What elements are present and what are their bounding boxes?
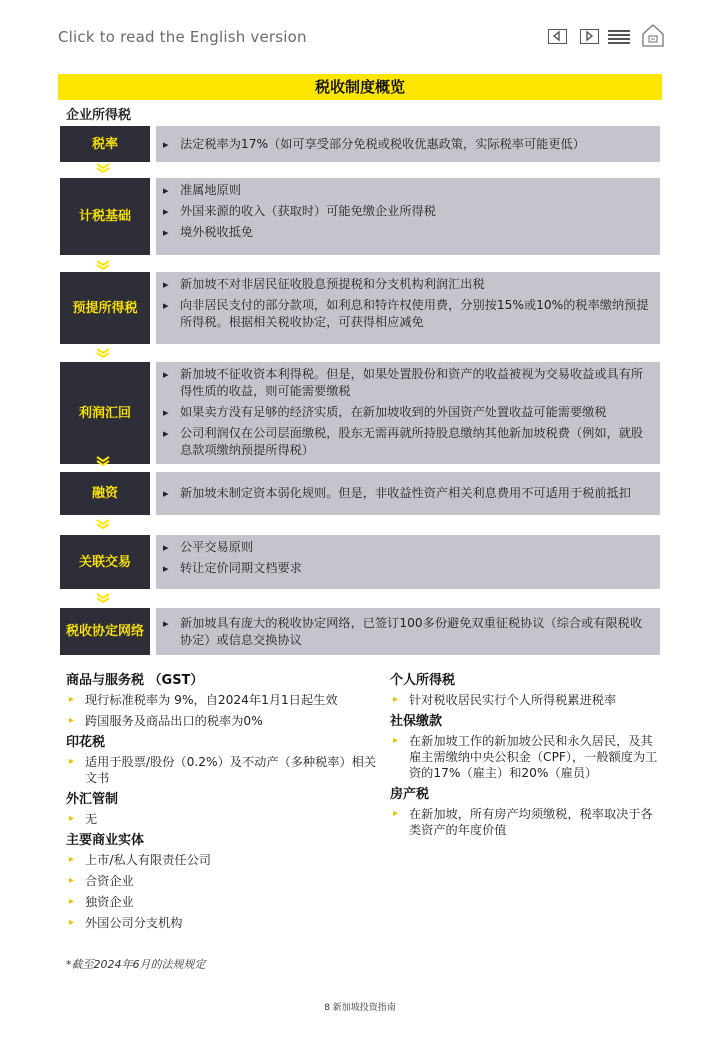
section-heading-social-security: 社保缴款	[390, 714, 443, 729]
tax-row-financing	[60, 472, 660, 515]
list-item: ▸ 向非居民支付的部分款项，如利息和特许权使用费，分别按15%或10%的税率缴纳预提所得税。根据相关税收协定，可获得相应减免	[162, 297, 650, 331]
menu-icon[interactable]	[608, 30, 630, 44]
list-item: ▸ 如果卖方没有足够的经济实质，在新加坡收到的外国资产处置收益可能需要缴税	[162, 404, 650, 421]
tax-row-rate	[60, 126, 660, 162]
list-item: ▸ 外国公司分支机构	[66, 915, 376, 931]
list-item: ▸ 现行标准税率为 9%，自2024年1月1日起生效	[66, 692, 376, 708]
right-column	[390, 672, 658, 843]
list-item: ▸ 上市/私人有限责任公司	[66, 852, 376, 868]
page-title: 税收制度概览	[58, 74, 662, 100]
list-item: ▸ 境外税收抵免	[162, 224, 650, 241]
row-label: 预提所得税	[60, 272, 150, 344]
list-item: ▸ 在新加坡，所有房产均须缴税，税率取决于各类资产的年度价值	[390, 806, 658, 838]
list-item: ▸ 无	[66, 811, 376, 827]
row-content	[156, 472, 660, 515]
chevron-down-icon	[96, 260, 110, 270]
english-version-link[interactable]: Click to read the English version	[58, 28, 307, 46]
list-item: ▸ 合资企业	[66, 873, 376, 889]
section-heading-fx-control: 外汇管制	[66, 792, 119, 807]
page-navigation	[548, 24, 668, 50]
chevron-down-icon	[96, 348, 110, 358]
page-footer: 8 新加坡投资指南	[324, 1003, 396, 1013]
section-heading-corporate-tax: 企业所得税	[66, 108, 132, 123]
chevron-down-icon	[96, 593, 110, 603]
list-item: ▸ 跨国服务及商品出口的税率为0%	[66, 713, 376, 729]
list-item: ▸ 法定税率为17%（如可享受部分免税或税收优惠政策，实际税率可能更低）	[162, 136, 585, 153]
row-label: 税率	[60, 126, 150, 162]
section-heading-business-entities: 主要商业实体	[66, 833, 145, 848]
row-label: 税收协定网络	[60, 608, 150, 655]
row-content	[156, 608, 660, 655]
chevron-down-icon	[96, 519, 110, 529]
row-label: 关联交易	[60, 535, 150, 589]
row-label: 计税基础	[60, 178, 150, 255]
prev-page-icon[interactable]	[548, 29, 567, 44]
section-heading-gst: 商品与服务税 （GST）	[66, 673, 204, 688]
list-item: ▸ 公平交易原则	[162, 539, 650, 556]
section-heading-property-tax: 房产税	[390, 787, 430, 802]
list-item: ▸ 外国来源的收入（获取时）可能免缴企业所得税	[162, 203, 650, 220]
next-page-icon[interactable]	[580, 29, 599, 44]
tax-row-treaty-network	[60, 608, 660, 655]
list-item: ▸ 新加坡不对非居民征收股息预提税和分支机构利润汇出税	[162, 276, 650, 293]
left-column	[66, 672, 376, 936]
row-content	[156, 272, 660, 344]
list-item: ▸ 新加坡不征收资本利得税。但是，如果处置股份和资产的收益被视为交易收益或具有所得性质的收益，则可能需要缴税	[162, 366, 650, 400]
row-content	[156, 362, 660, 464]
section-heading-stamp-duty: 印花税	[66, 735, 106, 750]
section-heading-personal-tax: 个人所得税	[390, 673, 456, 688]
tax-row-related-party	[60, 535, 660, 589]
list-item: ▸ 转让定价同期文档要求	[162, 560, 650, 577]
chevron-down-icon	[96, 456, 110, 466]
list-item: ▸ 公司利润仅在公司层面缴税，股东无需再就所持股息缴纳其他新加坡税费（例如，就股息款项缴纳预提所得税）	[162, 425, 650, 459]
tax-row-withholding	[60, 272, 660, 344]
tax-row-basis	[60, 178, 660, 255]
list-item: ▸ 新加坡具有庞大的税收协定网络，已签订100多份避免双重征税协议（综合或有限税收协定）或信息交换协议	[162, 615, 650, 649]
row-label: 融资	[60, 472, 150, 515]
footnote: *截至2024年6月的法规规定	[66, 958, 206, 971]
tax-row-repatriation	[60, 362, 660, 464]
row-label: 利润汇回	[60, 362, 150, 464]
list-item: ▸ 适用于股票/股份（0.2%）及不动产（多种税率）相关文书	[66, 754, 376, 786]
chevron-down-icon	[96, 163, 110, 173]
list-item: ▸ 在新加坡工作的新加坡公民和永久居民，及其雇主需缴纳中央公积金（CPF），一般额度为工资的17%（雇主）和20%（雇员）	[390, 733, 658, 781]
row-content	[156, 126, 660, 162]
row-content	[156, 535, 660, 589]
list-item: ▸ 针对税收居民实行个人所得税累进税率	[390, 692, 658, 708]
list-item: ▸ 准属地原则	[162, 182, 650, 199]
home-icon[interactable]	[640, 22, 666, 48]
list-item: ▸ 新加坡未制定资本弱化规则。但是，非收益性资产相关利息费用不可适用于税前抵扣	[162, 485, 631, 502]
list-item: ▸ 独资企业	[66, 894, 376, 910]
row-content	[156, 178, 660, 255]
